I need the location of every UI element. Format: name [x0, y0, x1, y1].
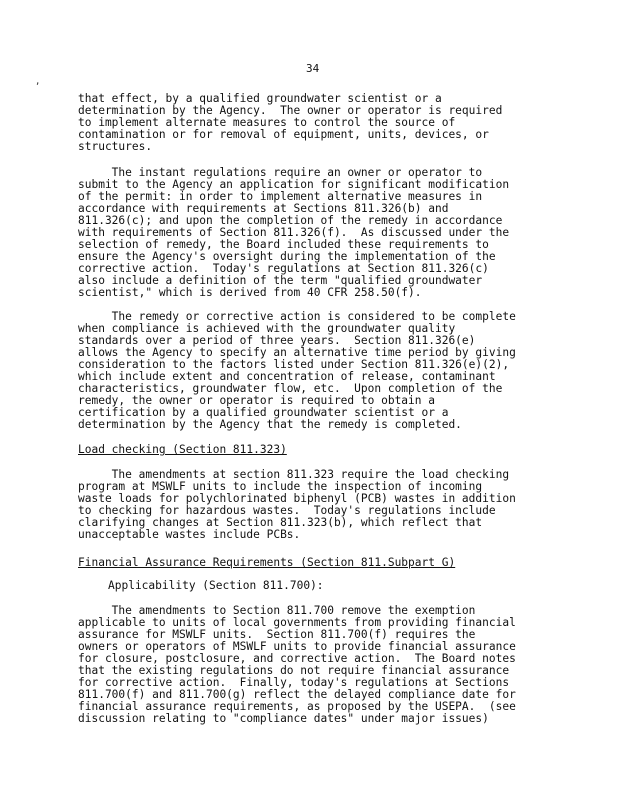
text-line: determination by the Agency that the remedy is completed.	[78, 418, 462, 431]
text-line: 811.700(f) and 811.700(g) reflect the delayed compliance date for	[78, 688, 516, 701]
text-line: consideration to the factors listed under Section 811.326(e)(2),	[78, 358, 510, 371]
text-line: to implement alternate measures to control the source of	[78, 116, 456, 129]
text-line: contamination or for removal of equipment, units, devices, or	[78, 128, 489, 141]
text-line: with requirements of Section 811.326(f). As discussed under the	[78, 226, 510, 239]
text-line: program at MSWLF units to include the inspection of incoming	[78, 480, 483, 493]
text-line: structures.	[78, 140, 153, 153]
text-line: for corrective action. Finally, today's regulations at Sections	[78, 676, 510, 689]
text-line: accordance with requirements at Sections 811.326(b) and	[78, 202, 449, 215]
text-line: The remedy or corrective action is considered to be complete	[78, 310, 516, 323]
text-line: scientist," which is derived from 40 CFR 258.50(f).	[78, 286, 422, 299]
text-line: that the existing regulations do not require financial assurance	[78, 664, 510, 677]
section-heading-load-checking: Load checking (Section 811.323)	[78, 443, 287, 456]
text-line: which include extent and concentration of release, contaminant	[78, 370, 496, 383]
text-line: for closure, postclosure, and corrective action. The Board notes	[78, 652, 516, 665]
text-line: of the permit: in order to implement alternative measures in	[78, 190, 483, 203]
paragraph-4	[78, 469, 558, 541]
text-line: The amendments at section 811.323 require the load checking	[78, 468, 510, 481]
text-line: standards over a period of three years. Section 811.326(e)	[78, 334, 476, 347]
text-line: The amendments to Section 811.700 remove the exemption	[78, 604, 476, 617]
text-line: waste loads for polychlorinated biphenyl (PCB) wastes in addition	[78, 492, 516, 505]
paragraph-3	[78, 311, 558, 431]
page-number: 34	[306, 62, 320, 75]
text-line: when compliance is achieved with the groundwater quality	[78, 322, 456, 335]
text-line: assurance for MSWLF units. Section 811.700(f) requires the	[78, 628, 476, 641]
text-line: also include a definition of the term "qualified groundwater	[78, 274, 483, 287]
text-line: unacceptable wastes include PCBs.	[78, 528, 301, 541]
text-line: allows the Agency to specify an alternative time period by giving	[78, 346, 516, 359]
text-line: determination by the Agency. The owner or operator is required	[78, 104, 503, 117]
text-line: ensure the Agency's oversight during the implementation of the	[78, 250, 496, 263]
text-line: remedy, the owner or operator is required to obtain a	[78, 394, 435, 407]
text-line: that effect, by a qualified groundwater scientist or a	[78, 92, 442, 105]
text-line: owners or operators of MSWLF units to provide financial assurance	[78, 640, 516, 653]
text-line: selection of remedy, the Board included these requirements to	[78, 238, 489, 251]
text-line: certification by a qualified groundwater scientist or a	[78, 406, 449, 419]
text-line: submit to the Agency an application for significant modification	[78, 178, 510, 191]
text-line: to checking for hazardous wastes. Today's regulations include	[78, 504, 496, 517]
text-line: corrective action. Today's regulations at Section 811.326(c)	[78, 262, 489, 275]
text-line: discussion relating to "compliance dates" under major issues)	[78, 712, 489, 725]
text-line: financial assurance requirements, as proposed by the USEPA. (see	[78, 700, 516, 713]
text-line: characteristics, groundwater flow, etc. Upon completion of the	[78, 382, 503, 395]
text-line: 811.326(c); and upon the completion of the remedy in accordance	[78, 214, 503, 227]
paragraph-5	[78, 605, 558, 725]
text-line: clarifying changes at Section 811.323(b), which reflect that	[78, 516, 483, 529]
paragraph-1	[78, 93, 558, 153]
text-line: The instant regulations require an owner or operator to	[78, 166, 483, 179]
paragraph-2	[78, 167, 558, 299]
margin-mark: ,	[35, 77, 41, 87]
subsection-heading-applicability: Applicability (Section 811.700):	[108, 579, 324, 592]
text-line: applicable to units of local governments from providing financial	[78, 616, 516, 629]
section-heading-financial-assurance: Financial Assurance Requirements (Section 811.Subpart G)	[78, 556, 456, 569]
